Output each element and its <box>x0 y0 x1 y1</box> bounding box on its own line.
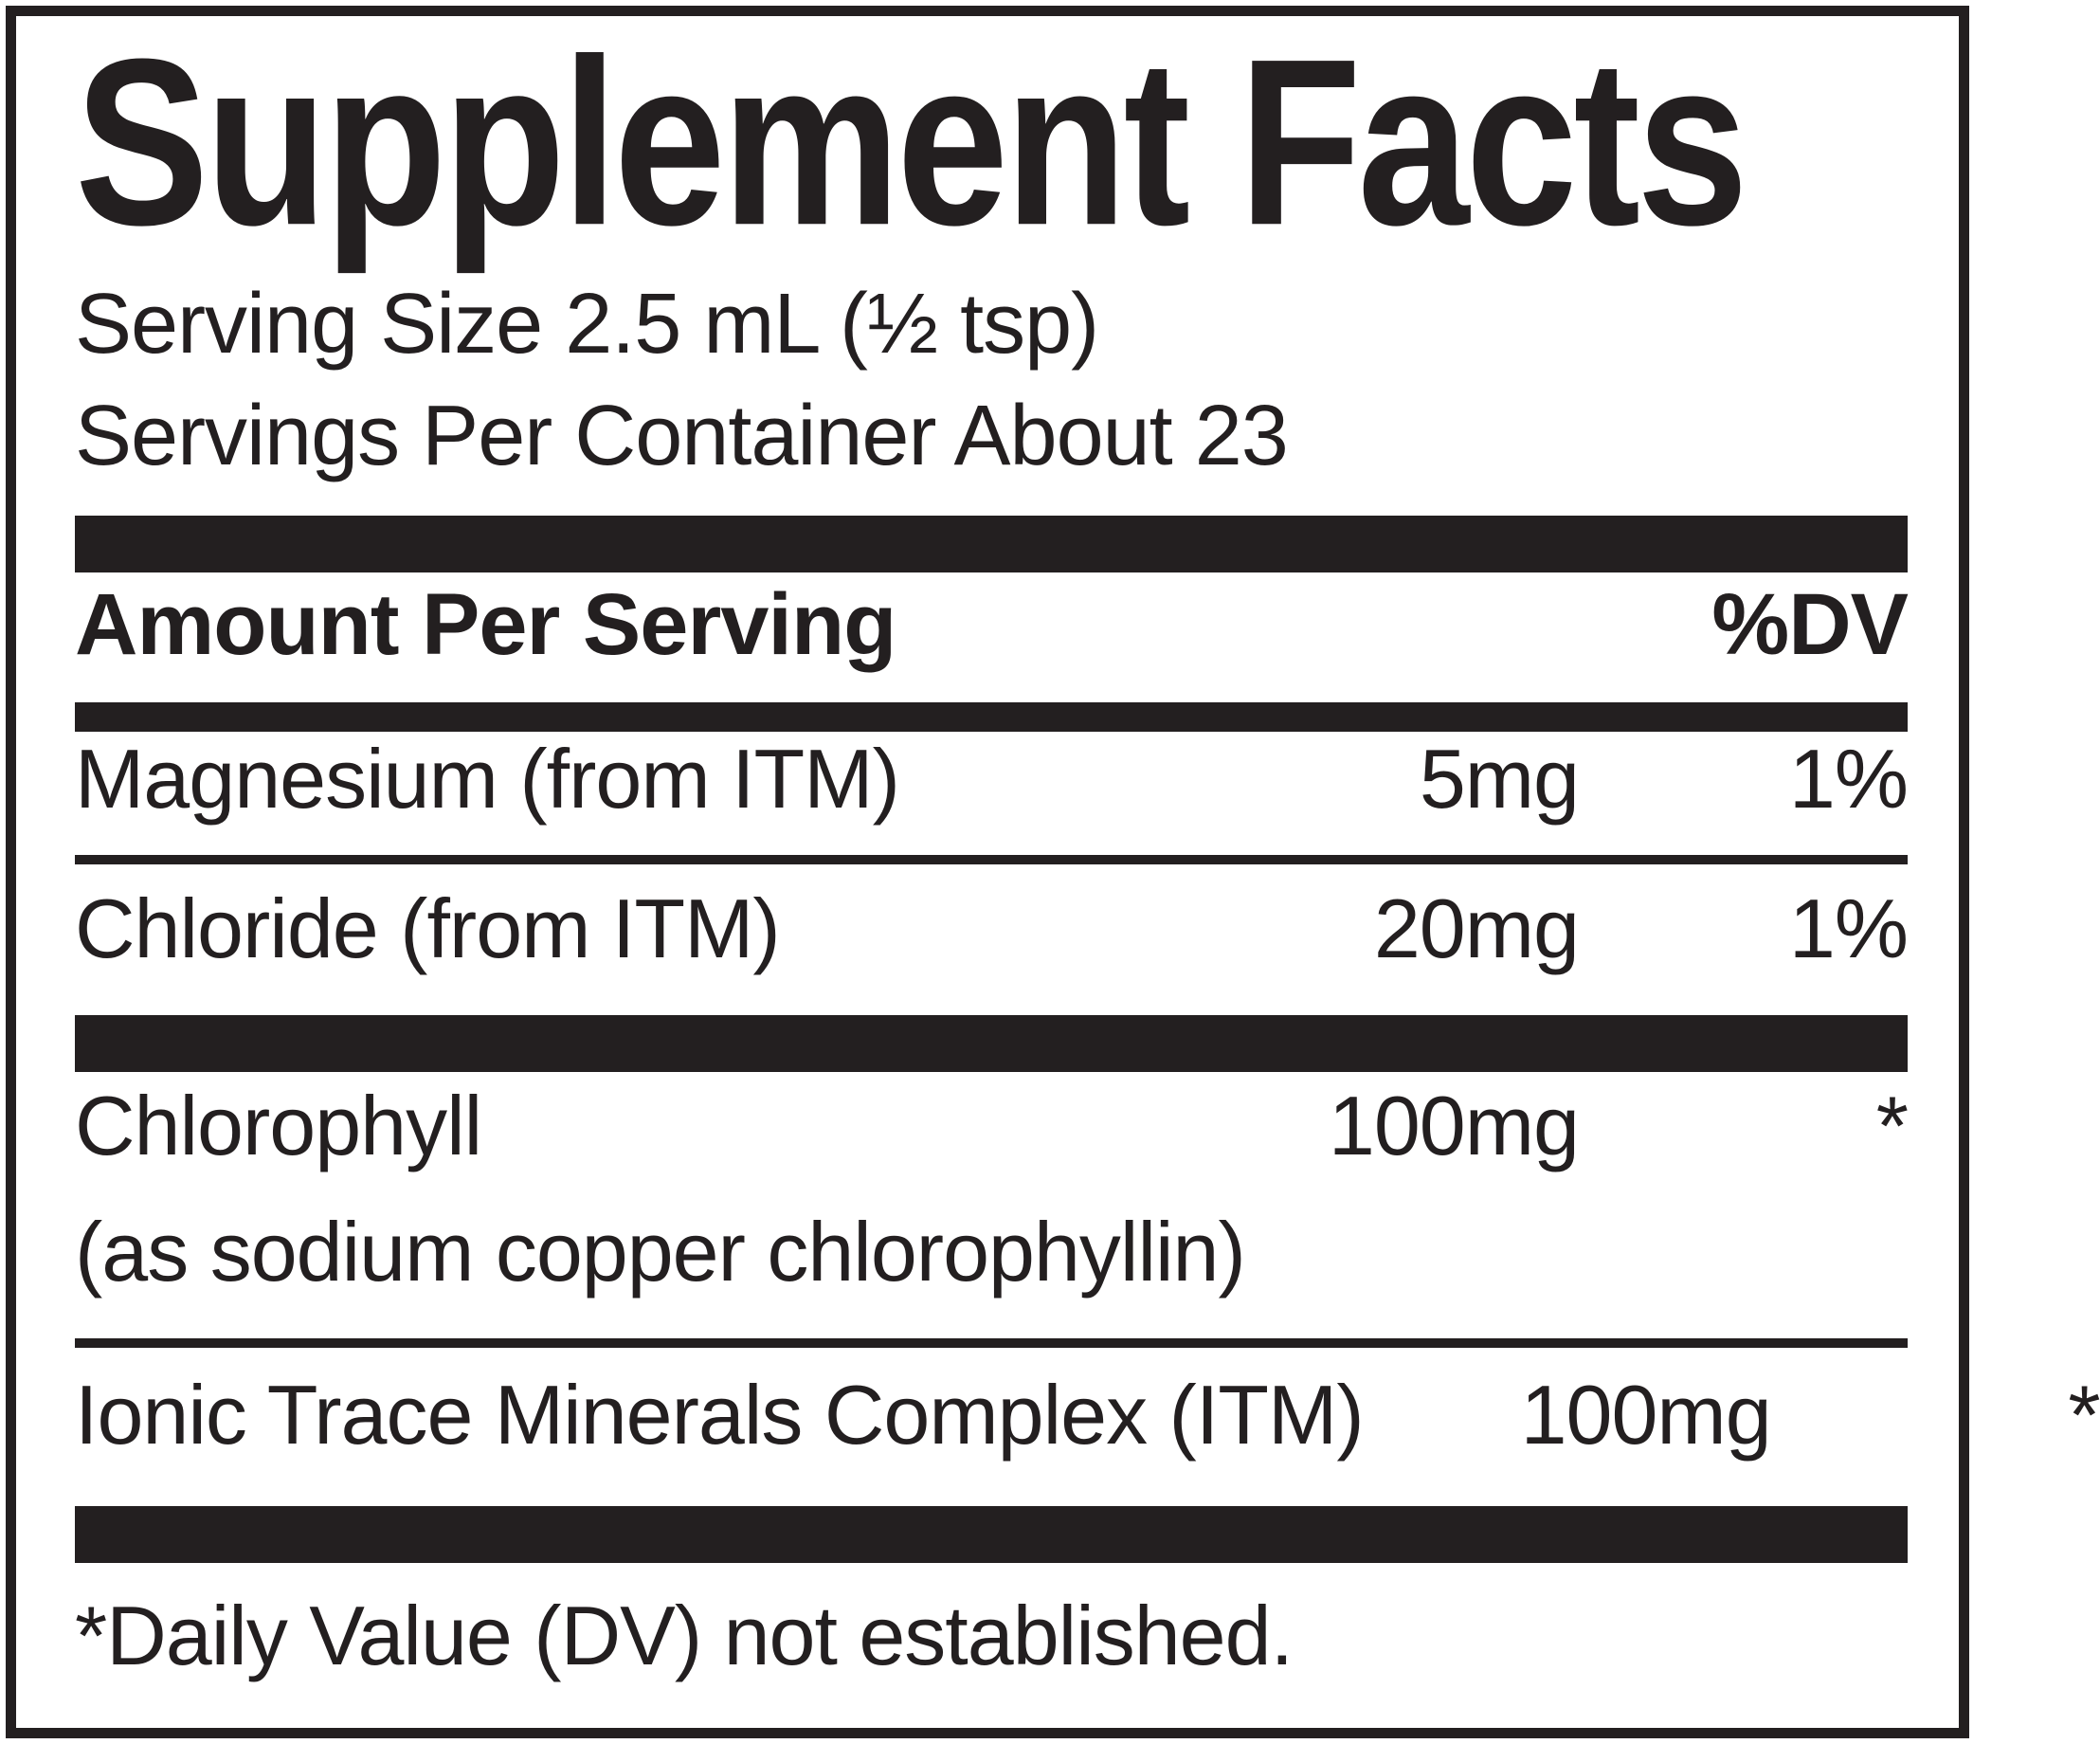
servings-per-container-text: Servings Per Container About 23 <box>75 389 1288 483</box>
nutrient-amount: 100mg <box>1520 1368 1771 1462</box>
nutrient-dv: 1% <box>1788 732 1908 826</box>
label-border-frame <box>6 6 2100 1738</box>
nutrient-name: Chlorophyll <box>75 1079 482 1172</box>
divider-thick-bottom <box>75 1506 1908 1563</box>
nutrient-name: Ionic Trace Minerals Complex (ITM) <box>75 1368 1364 1462</box>
table-row-chloride <box>75 881 1908 976</box>
divider-thick-middle <box>75 1015 1908 1072</box>
divider-row-separator <box>75 855 1908 864</box>
nutrient-amount: 100mg <box>1328 1079 1579 1172</box>
divider-thick-top <box>75 516 1908 572</box>
table-row-chlorophyll <box>75 1079 1908 1173</box>
label-title: Supplement Facts <box>75 9 1745 275</box>
daily-value-footnote: *Daily Value (DV) not established. <box>75 1589 1294 1682</box>
nutrient-amount: 5mg <box>1419 732 1579 826</box>
table-row-ionic-trace-minerals <box>75 1368 2100 1462</box>
nutrient-dv: 1% <box>1788 881 1908 975</box>
nutrient-amount: 20mg <box>1373 881 1579 975</box>
divider-row-separator <box>75 1338 1908 1348</box>
nutrient-name: Magnesium (from ITM) <box>75 732 899 826</box>
nutrient-dv: * <box>2068 1368 2100 1462</box>
serving-size-text: Serving Size 2.5 mL (½ tsp) <box>75 277 1099 372</box>
nutrient-dv: * <box>1875 1079 1908 1172</box>
divider-under-header <box>75 702 1908 732</box>
nutrient-sub-description: (as sodium copper chlorophyllin) <box>75 1205 1245 1299</box>
amount-per-serving-label: Amount Per Serving <box>75 576 896 673</box>
table-row-magnesium <box>75 732 1908 827</box>
percent-dv-label: %DV <box>1711 576 1908 673</box>
nutrient-name: Chloride (from ITM) <box>75 881 780 975</box>
table-header-row <box>75 572 1908 677</box>
